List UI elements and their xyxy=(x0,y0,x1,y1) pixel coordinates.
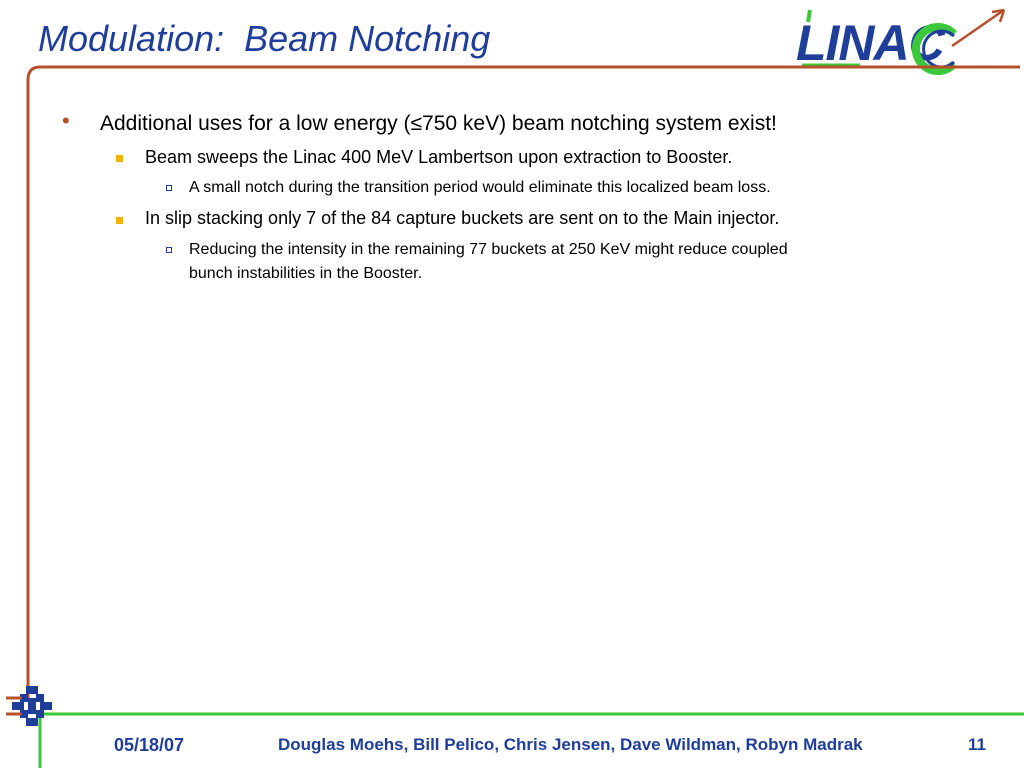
bullet-level2: In slip stacking only 7 of the 84 capture buckets are sent on to the Main injector. xyxy=(145,208,780,228)
footer-date: 05/18/07 xyxy=(114,735,185,755)
bullet-marker xyxy=(166,247,172,253)
bullet-marker xyxy=(116,217,123,224)
bullet-marker xyxy=(166,185,172,191)
bullet-level3: A small notch during the transition period would eliminate this localized beam loss. xyxy=(189,179,771,196)
bullet-level3-line1: Reducing the intensity in the remaining 77 buckets at 250 KeV might reduce coupled xyxy=(189,241,788,258)
page-number: 11 xyxy=(968,735,986,754)
lab-logo xyxy=(4,684,62,734)
slide-title: Modulation: Beam Notching xyxy=(38,18,491,59)
bullet-marker xyxy=(116,155,123,162)
linac-logo-text: LINAC xyxy=(796,15,944,71)
bullet-marker: • xyxy=(62,108,70,133)
bullet-level1: Additional uses for a low energy (≤750 keV) beam notching system exist! xyxy=(100,112,777,135)
bullet-level3-line2: bunch instabilities in the Booster. xyxy=(189,265,423,282)
bullet-level2: Beam sweeps the Linac 400 MeV Lambertson upon extraction to Booster. xyxy=(145,147,733,167)
footer-authors: Douglas Moehs, Bill Pelico, Chris Jensen, Dave Wildman, Robyn Madrak xyxy=(278,735,863,754)
